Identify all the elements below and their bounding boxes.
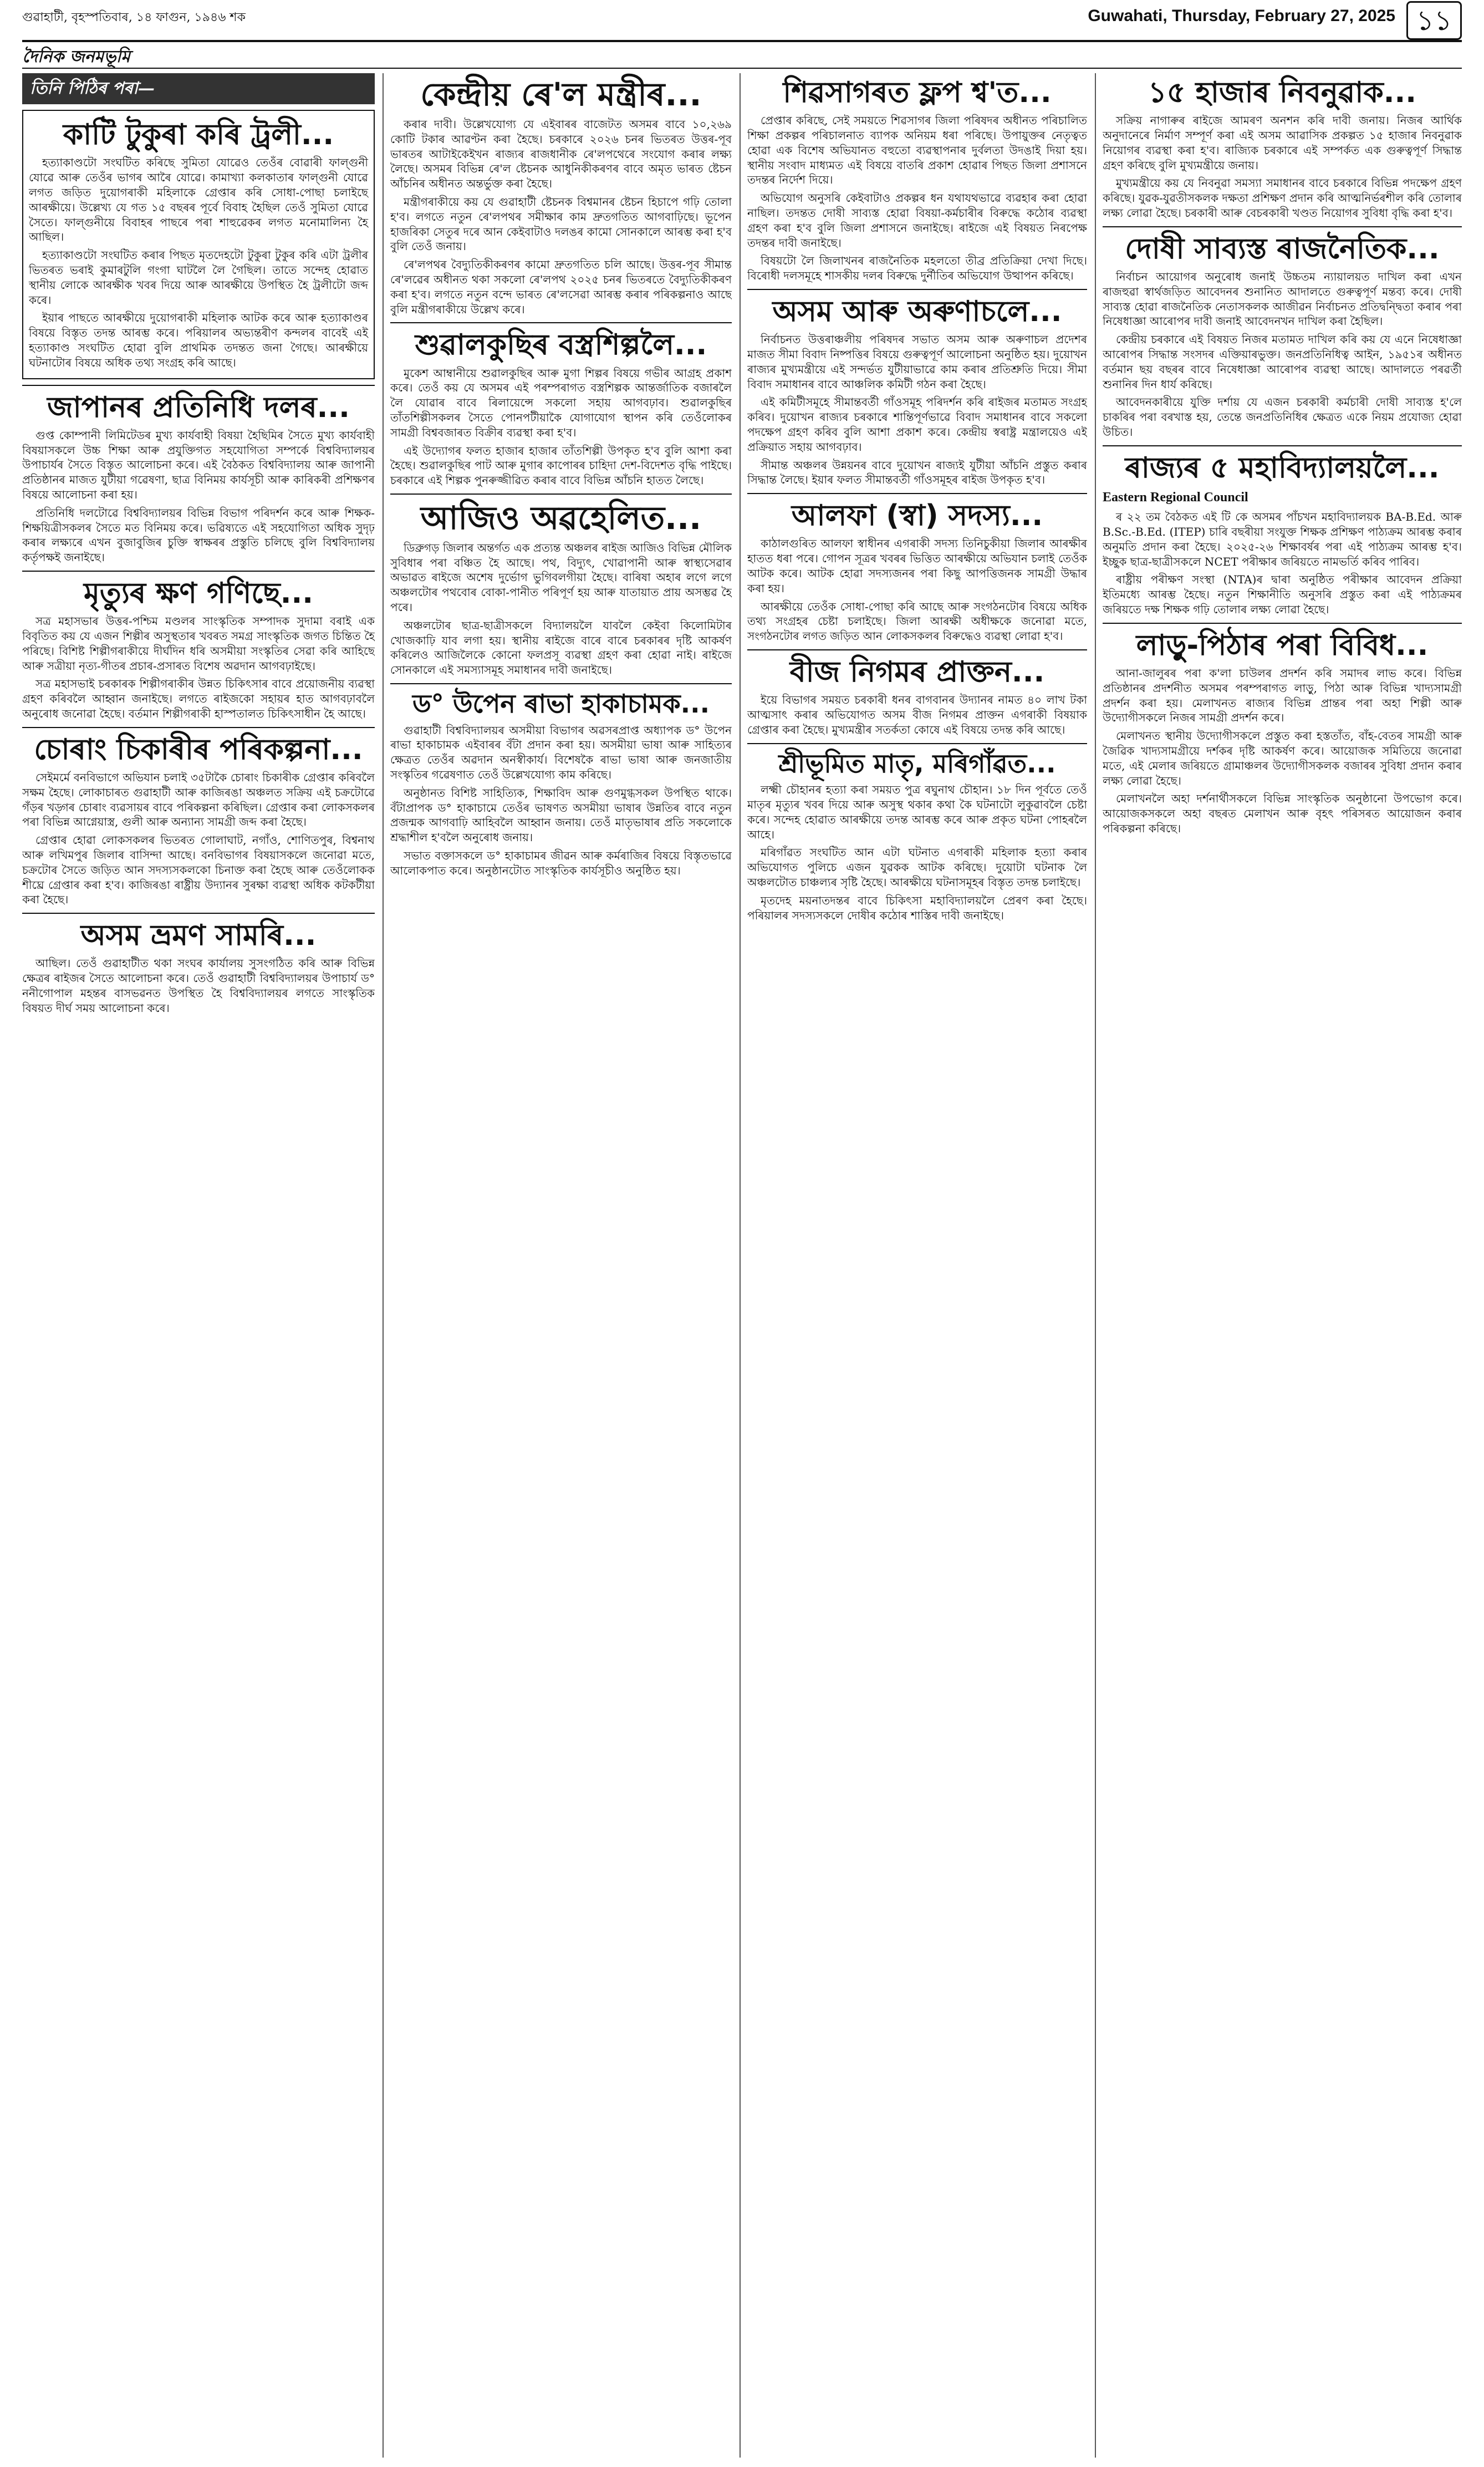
paragraph: মন্ত্ৰীগৰাকীয়ে কয় যে গুৱাহাটী ষ্টেচনক বিশ্বমানৰ ষ্টেচন হিচাপে গঢ়ি তোলা হ'ব। লগতে নতুন ৰে'লপথৰ সমীক্ষাৰ কাম দ্ৰুতগতিত আগবাঢ়িছে। ভূপেন হাজৰিকা সেতুৰ দৰে আন কেইবাটাও দলঙৰ কামো সোনকালে আৰম্ভ কৰা হ'ব বুলি তেওঁ জনায়। [390, 195, 732, 253]
paragraph: মৃতদেহ ময়নাতদন্তৰ বাবে চিকিৎসা মহাবিদ্যালয়লৈ প্ৰেৰণ কৰা হৈছে। পৰিয়ালৰ সদস্যসকলে দোষীৰ কঠোৰ শাস্তিৰ দাবী জনাইছে। [747, 893, 1087, 922]
paragraph: ৰে'লপথৰ বৈদ্যুতিকীকৰণৰ কামো দ্ৰুতগতিত চলি আছে। উত্তৰ-পূব সীমান্ত ৰে'লৱেৰ অধীনত থকা সকলো ৰে'লপথ ২০২৫ চনৰ ভিতৰতে বৈদ্যুতিকীকৰণ কৰা হ'ব। লগতে নতুন বন্দে ভাৰত ৰে'লসেৱা আৰম্ভ কৰাৰ পৰিকল্পনাও আছে বুলি মন্ত্ৰীগৰাকীয়ে উল্লেখ কৰে। [390, 258, 732, 316]
paragraph: হত্যাকাণ্ডটো সংঘটিত কৰাৰ পিছত মৃতদেহটো টুকুৰা টুকুৰ কৰি এটা ট্ৰলীৰ ভিতৰত ভৰাই কুমাৰটুলি গংগা ঘাটলৈ লৈ গৈছিল। তাতে সন্দেহ হোৱাত স্থানীয় লোকে আৰক্ষীক খবৰ দিয়ে আৰু আৰক্ষীয়ে উপস্থিত হৈ ট্ৰলীটো জব্দ কৰে। [29, 248, 368, 307]
paragraph: মেলাখনলৈ অহা দৰ্শনাৰ্থীসকলে বিভিন্ন সাংস্কৃতিক অনুষ্ঠানো উপভোগ কৰে। আয়োজকসকলে অহা বছৰত মেলাখন আৰু বৃহৎ পৰিসৰত আয়োজন কৰাৰ পৰিকল্পনা কৰিছে। [1103, 792, 1462, 835]
paragraph: আৰক্ষীয়ে তেওঁক সোধা-পোছা কৰি আছে আৰু সংগঠনটোৰ বিষয়ে অধিক তথ্য সংগ্ৰহৰ চেষ্টা চলাইছে। জিলা আৰক্ষী অধীক্ষকে জনোৱা মতে, সংগঠনটোৰ লগত জড়িত আন লোকসকলৰ বিৰুদ্ধেও ব্যৱস্থা লোৱা হ'ব। [747, 599, 1087, 643]
left-dateline: গুৱাহাটী, বৃহস্পতিবাৰ, ১৪ ফাগুন, ১৯৪৬ শক [22, 11, 246, 24]
paragraph: কৰাৰ দাবী। উল্লেখযোগ্য যে এইবাৰৰ বাজেটত অসমৰ বাবে ১০,২৬৯ কোটি টকাৰ আৱণ্টন কৰা হৈছে। চৰকাৰে ২০২৬ চনৰ ভিতৰত উত্তৰ-পূব ভাৰতৰ আটাইকেইখন ৰাজ্যৰ ৰাজধানীক ৰে'লপথেৰে সংযোগ কৰাৰ লক্ষ্য লৈছে। অসমৰ বিভিন্ন ৰে'ল ষ্টেচনক আধুনিকীকৰণৰ বাবে অমৃত ভাৰত ষ্টেচন আঁচনিৰ অধীনত অন্তৰ্ভুক্ত কৰা হৈছে। [390, 117, 732, 191]
paragraph: ৰ ২২ তম বৈঠকত এই টি কে অসমৰ পাঁচখন মহাবিদ্যালয়ক BA-B.Ed. আৰু B.Sc.-B.Ed. (ITEP) চাৰি বছৰীয়া সংযুক্ত শিক্ষক প্ৰশিক্ষণ পাঠ্যক্ৰম আৰম্ভ কৰাৰ অনুমতি প্ৰদান কৰা হৈছে। ২০২৫-২৬ শিক্ষাবৰ্ষৰ পৰা এই পাঠ্যক্ৰম আৰম্ভ হ'ব। ইচ্ছুক ছাত্ৰ-ছাত্ৰীসকলে NCET পৰীক্ষাৰ জৰিয়তে নামভৰ্তি কৰিব পাৰিব। [1103, 510, 1462, 568]
paragraph: ইয়াৰ পাছতে আৰক্ষীয়ে দুয়োগৰাকী মহিলাক আটক কৰে আৰু হত্যাকাণ্ডৰ বিষয়ে বিস্তৃত তদন্ত আৰম্ভ কৰে। পৰিয়ালৰ অভ্যন্তৰীণ কন্দলৰ বাবেই এই হত্যাকাণ্ড সংঘটিত হোৱা বুলি প্ৰাথমিক তদন্তত জনা গৈছে। আৰক্ষীয়ে ঘটনাটোৰ বিষয়ে অধিক তথ্য সংগ্ৰহ কৰি আছে। [29, 311, 368, 369]
headline: অসম আৰু অৰুণাচলে... [772, 295, 1062, 328]
paragraph: সভাত বক্তাসকলে ড° হাকাচামৰ জীৱন আৰু কৰ্মৰাজিৰ বিষয়ে বিস্তৃতভাৱে আলোকপাত কৰে। অনুষ্ঠানটোত সাংস্কৃতিক কাৰ্যসূচীও অনুষ্ঠিত হয়। [390, 848, 732, 877]
paragraph: ডিব্ৰুগড় জিলাৰ অন্তৰ্গত এক প্ৰত্যন্ত অঞ্চলৰ ৰাইজ আজিও বিভিন্ন মৌলিক সুবিধাৰ পৰা বঞ্চিত হৈ আছে। পথ, বিদ্যুৎ, খোৱাপানী আৰু স্বাস্থ্যসেৱাৰ অভাৱত ৰাইজে অশেষ দুৰ্ভোগ ভুগিবলগীয়া হৈছে। বাৰিষা অহাৰ লগে লগে অঞ্চলটোৰ পথবোৰ বোকা-পানীত পৰিপূৰ্ণ হয় আৰু যাতায়াত প্ৰায় অসম্ভৱ হৈ পৰে। [390, 541, 732, 614]
paragraph: গুপ্ত কোম্পানী লিমিটেডৰ মুখ্য কাৰ্যবাহী বিষয়া হৈছিমিৰ সৈতে মুখ্য কাৰ্যবাহী বিষয়াসকলে উচ্চ শিক্ষা আৰু প্ৰযুক্তিগত সহযোগিতা সম্পৰ্কে বিশ্ববিদ্যালয়ৰ উপাচাৰ্যৰ সৈতে বিস্তৃত আলোচনা কৰে। এই বৈঠকত বিশ্ববিদ্যালয় আৰু জাপানী প্ৰতিষ্ঠানৰ মাজত যুটীয়া গৱেষণা, ছাত্ৰ বিনিময় কাৰ্যসূচী আৰু কাৰিকৰী প্ৰশিক্ষণৰ বিষয়ে আলোচনা কৰা হয়। [22, 428, 375, 501]
headline: লাড়ু-পিঠাৰ পৰা বিবিধ... [1136, 628, 1429, 662]
paragraph: মেলাখনত স্থানীয় উদ্যোগীসকলে প্ৰস্তুত কৰা হস্ততাঁত, বাঁহ-বেতৰ সামগ্ৰী আৰু জৈৱিক খাদ্যসামগ্ৰীয়ে দৰ্শকৰ দৃষ্টি আকৰ্ষণ কৰে। আয়োজক সমিতিয়ে জনোৱা মতে, এই মেলাৰ জৰিয়তে গ্ৰামাঞ্চলৰ উদ্যোগীসকলক বজাৰৰ সুবিধা প্ৰদান কৰাৰ লক্ষ্য লোৱা হৈছে। [1103, 729, 1462, 787]
headline: জাপানৰ প্ৰতিনিধি দলৰ... [47, 390, 350, 424]
paragraph: কাঠালগুৰিত আলফা স্বাধীনৰ এগৰাকী সদস্য তিনিচুকীয়া জিলাৰ আৰক্ষীৰ হাতত ধৰা পৰে। গোপন সূত্ৰৰ খবৰৰ ভিত্তিত আৰক্ষীয়ে অভিযান চলাই তেওঁক আটক কৰে। আটক হোৱা সদস্যজনৰ পৰা কিছু আপত্তিজনক সামগ্ৰী উদ্ধাৰ কৰা হয়। [747, 537, 1087, 595]
paragraph: গুৱাহাটী বিশ্ববিদ্যালয়ৰ অসমীয়া বিভাগৰ অৱসৰপ্ৰাপ্ত অধ্যাপক ড° উপেন ৰাভা হাকাচামক এইবাৰৰ বঁটা প্ৰদান কৰা হয়। অসমীয়া ভাষা আৰু সাহিত্যৰ ক্ষেত্ৰত তেওঁৰ অৱদান অনস্বীকাৰ্য। বিশেষকৈ ৰাভা ভাষা আৰু জনজাতীয় সংস্কৃতিৰ গৱেষণাত তেওঁ উল্লেখযোগ্য কাম কৰিছে। [390, 723, 732, 781]
header-rule [22, 40, 1462, 42]
headline: ১৫ হাজাৰ নিবনুৱাক... [1148, 76, 1416, 109]
column-4 [1103, 73, 1462, 2458]
headline: ড° উপেন ৰাভা হাকাচামক... [412, 689, 710, 719]
headline: শুৱালকুছিৰ বস্ত্ৰশিল্পলৈ... [415, 328, 707, 362]
english-phrase: Eastern Regional Council [1103, 490, 1248, 505]
paragraph: লক্ষ্মী চৌহানৰ হত্যা কৰা সময়ত পুত্ৰ ৰঘুনাথ চৌহান। ১৮ দিন পূৰ্বতে তেওঁ মাতৃৰ মৃত্যুৰ খবৰ দিয়ে আৰু অসুস্থ থকাৰ কথা কৈ ঘটনাটো লুকুৱাবলৈ চেষ্টা কৰে। সন্দেহ হোৱাত আৰক্ষীয়ে তদন্ত আৰম্ভ কৰে আৰু প্ৰকৃত ঘটনা পোহৰলৈ আহে। [747, 783, 1087, 841]
column-divider [383, 73, 384, 2458]
column-2 [390, 73, 732, 2458]
paragraph: মৰিগাঁৱত সংঘটিত আন এটা ঘটনাত এগৰাকী মহিলাক হত্যা কৰাৰ অভিযোগত পুলিচে এজন যুৱকক আটক কৰিছে। দুয়োটা ঘটনাক লৈ অঞ্চলটোত চাঞ্চল্যৰ সৃষ্টি হৈছে। আৰক্ষীয়ে ঘটনাসমূহৰ বিস্তৃত তদন্ত চলাইছে। [747, 846, 1087, 889]
paragraph: ইয়ে বিভাগৰ সময়ত চৰকাৰী ধনৰ বাগবানৰ উদ্যানৰ নামত ৪০ লাখ টকা আত্মসাৎ কৰাৰ অভিযোগত অসম বীজ নিগমৰ প্ৰাক্তন এগৰাকী বিষয়াক গ্ৰেপ্তাৰ কৰা হৈছে। মুখ্যমন্ত্ৰীৰ সতৰ্কতা কোষে এই বিষয়ে তদন্ত কৰি আছে। [747, 693, 1087, 736]
headline: আজিও অৱহেলিত... [420, 499, 702, 537]
paragraph: মুখ্যমন্ত্ৰীয়ে কয় যে নিবনুৱা সমস্যা সমাধানৰ বাবে চৰকাৰে বিভিন্ন পদক্ষেপ গ্ৰহণ কৰিছে। যুৱক-যুৱতীসকলক দক্ষতা প্ৰশিক্ষণ প্ৰদান কৰি আত্মনিৰ্ভৰশীল কৰি তোলাৰ লক্ষ্য লোৱা হৈছে। চৰকাৰী আৰু বেচৰকাৰী খণ্ডত নিয়োগৰ সুবিধা বৃদ্ধি কৰা হ'ব। [1103, 176, 1462, 220]
paragraph: আবেদনকাৰীয়ে যুক্তি দৰ্শায় যে এজন চৰকাৰী কৰ্মচাৰী দোষী সাব্যস্ত হ'লে চাকৰিৰ পৰা বৰখাস্ত হয়, তেন্তে জনপ্ৰতিনিধিৰ ক্ষেত্ৰত একে নিয়ম প্ৰযোজ্য হোৱা উচিত। [1103, 395, 1462, 439]
paragraph: বিষয়টো লৈ জিলাখনৰ ৰাজনৈতিক মহলতো তীব্ৰ প্ৰতিক্ৰিয়া দেখা দিছে। বিৰোধী দলসমূহে শাসকীয় দলৰ বিৰুদ্ধে দুৰ্নীতিৰ অভিযোগ উত্থাপন কৰিছে। [747, 254, 1087, 283]
paragraph: সত্ৰ মহাসভাৰ উত্তৰ-পশ্চিম মণ্ডলৰ সাংস্কৃতিক সম্পাদক সুদামা বৰাই এক বিবৃতিত কয় যে এজন শিল্পীৰ অসুস্থতাৰ খবৰত সমগ্ৰ সাংস্কৃতিক জগত চিন্তিত হৈ পৰিছে। বিশিষ্ট শিল্পীগৰাকীয়ে দীৰ্ঘদিন ধৰি অসমীয়া সংস্কৃতিৰ সেৱা কৰি আহিছে আৰু সত্ৰীয়া নৃত্য-গীতৰ প্ৰচাৰ-প্ৰসাৰত বিশেষ অৱদান আগবঢ়াইছে। [22, 614, 375, 673]
paragraph: নিৰ্বাচনত উত্তৰাঞ্চলীয় পৰিষদৰ সভাত অসম আৰু অৰুণাচল প্ৰদেশৰ মাজত সীমা বিবাদ নিষ্পত্তিৰ বিষয়ে গুৰুত্বপূৰ্ণ আলোচনা অনুষ্ঠিত হয়। দুয়োখন ৰাজ্যৰ মুখ্যমন্ত্ৰীয়ে এই সন্দৰ্ভত যুটীয়াভাৱে কাম কৰাৰ প্ৰতিশ্ৰুতি দিয়ে। সীমা বিবাদ সমাধানৰ বাবে আঞ্চলিক কমিটী গঠন কৰা হৈছে। [747, 333, 1087, 391]
column-3 [747, 73, 1087, 2458]
paragraph: গ্ৰেপ্তাৰ হোৱা লোকসকলৰ ভিতৰত গোলাঘাট, নগাঁও, শোণিতপুৰ, বিশ্বনাথ আৰু লখিমপুৰ জিলাৰ বাসিন্দা আছে। বনবিভাগৰ বিষয়াসকলে জনোৱা মতে, চক্ৰটোৰ সৈতে জড়িত আন সদস্যসকলকো চিনাক্ত কৰা হৈছে আৰু তেওঁলোকক শীঘ্ৰে গ্ৰেপ্তাৰ কৰা হ'ব। কাজিৰঙা ৰাষ্ট্ৰীয় উদ্যানৰ সুৰক্ষা ব্যৱস্থা অধিক কটকটীয়া কৰা হৈছে। [22, 833, 375, 907]
paragraph: আনা-জালুৰৰ পৰা ক'লা চাউলৰ প্ৰদৰ্শন কৰি সমাদৰ লাভ কৰে। বিভিন্ন প্ৰতিষ্ঠানৰ প্ৰদৰ্শনীত অসমৰ পৰম্পৰাগত লাড়ু, পিঠা আৰু বিভিন্ন খাদ্যসামগ্ৰী প্ৰদৰ্শন কৰা হয়। মেলাখনত ৰাজ্যৰ বিভিন্ন প্ৰান্তৰ পৰা অহা শিল্পী আৰু উদ্যোগীসকলে নিজৰ সামগ্ৰী প্ৰদৰ্শন কৰে। [1103, 667, 1462, 725]
paragraph: অভিযোগ অনুসৰি কেইবাটাও প্ৰকল্পৰ ধন যথাযথভাৱে ব্যৱহাৰ কৰা হোৱা নাছিল। তদন্তত দোষী সাব্যস্ত হোৱা বিষয়া-কৰ্মচাৰীৰ বিৰুদ্ধে কঠোৰ ব্যৱস্থা গ্ৰহণ কৰা হ'ব বুলি জিলা প্ৰশাসনে জনাইছে। ৰাইজে এই বিষয়ত নিৰপেক্ষ তদন্তৰ দাবী জনাইছে। [747, 191, 1087, 250]
right-dateline: Guwahati, Thursday, February 27, 2025 [1088, 7, 1395, 25]
paragraph: কেন্দ্ৰীয় চৰকাৰে এই বিষয়ত নিজৰ মতামত দাখিল কৰি কয় যে এনে নিষেধাজ্ঞা আৰোপৰ সিদ্ধান্ত সংসদৰ এক্তিয়াৰভুক্ত। জনপ্ৰতিনিধিত্ব আইন, ১৯৫১ৰ অধীনত বৰ্তমান ছয় বছৰৰ বাবে নিষেধাজ্ঞা আৰোপৰ ব্যৱস্থা আছে। আদালতে পৰৱৰ্তী শুনানিৰ দিন ধাৰ্য কৰিছে। [1103, 333, 1462, 391]
paragraph: আছিল। তেওঁ গুৱাহাটীত থকা সংঘৰ কাৰ্যালয় সুসংগঠিত কৰি আৰু বিভিন্ন ক্ষেত্ৰৰ ৰাইজৰ সৈতে আলোচনা কৰে। তেওঁ গুৱাহাটী বিশ্ববিদ্যালয়ৰ উপাচাৰ্য ড° ননীগোপাল মহন্তৰ বাসভৱনত উপস্থিত হৈ বিশ্ববিদ্যালয়ৰ লগতে সাংস্কৃতিক বিষয়ত দীৰ্ঘ সময় আলোচনা কৰে। [22, 957, 375, 1015]
story-box [22, 110, 375, 379]
paragraph: সীমান্ত অঞ্চলৰ উন্নয়নৰ বাবে দুয়োখন ৰাজ্যই যুটীয়া আঁচনি প্ৰস্তুত কৰাৰ সিদ্ধান্ত লৈছে। ইয়াৰ ফলত সীমান্তবৰ্তী গাঁওসমূহৰ ৰাইজ উপকৃত হ'ব। [747, 458, 1087, 487]
column-1 [22, 73, 375, 2458]
headline: মৃত্যুৰ ক্ষণ গণিছে... [83, 576, 314, 610]
paragraph: অঞ্চলটোৰ ছাত্ৰ-ছাত্ৰীসকলে বিদ্যালয়লৈ যাবলৈ কেইবা কিলোমিটাৰ খোজকাঢ়ি যাব লগা হয়। স্থানীয় ৰাইজে বাৰে বাৰে চৰকাৰৰ দৃষ্টি আকৰ্ষণ কৰিলেও আজিলৈকে কোনো ফলপ্ৰসূ ব্যৱস্থা গ্ৰহণ কৰা হোৱা নাই। ৰাইজে সোনকালে এই সমস্যাসমূহ সমাধানৰ দাবী জনাইছে। [390, 618, 732, 677]
brand-rule [22, 68, 1462, 69]
column-divider [1095, 73, 1096, 2458]
paragraph: ৰাষ্ট্ৰীয় পৰীক্ষণ সংস্থা (NTA)ৰ দ্বাৰা অনুষ্ঠিত পৰীক্ষাৰ আবেদন প্ৰক্ৰিয়া ইতিমধ্যে আৰম্ভ হৈছে। নতুন শিক্ষানীতি অনুসৰি প্ৰস্তুত কৰা এই পাঠ্যক্ৰমৰ জৰিয়তে দক্ষ শিক্ষক গঢ়ি তোলাৰ লক্ষ্য লোৱা হৈছে। [1103, 573, 1462, 616]
paragraph: এই কমিটীসমূহে সীমান্তবৰ্তী গাঁওসমূহ পৰিদৰ্শন কৰি ৰাইজৰ মতামত সংগ্ৰহ কৰিব। দুয়োখন ৰাজ্যৰ চৰকাৰে শান্তিপূৰ্ণভাৱে বিবাদ সমাধানৰ বাবে সকলো পদক্ষেপ গ্ৰহণ কৰিব বুলি আশা প্ৰকাশ কৰে। কেন্দ্ৰীয় স্বৰাষ্ট্ৰ মন্ত্ৰালয়েও এই প্ৰক্ৰিয়াত সহায় আগবঢ়াব। [747, 395, 1087, 454]
headline: অসম ভ্ৰমণ সামৰি... [80, 919, 317, 953]
paragraph: সক্ৰিয় নাগাৰুৰ ৰাইজে আমৰণ অনশন কৰি দাবী জনায়। নিজৰ আৰ্থিক অনুদানেৰে নিৰ্মাণ সম্পূৰ্ণ কৰা এই অসম আৱাসিক প্ৰকল্পত ১৫ হাজাৰ নিবনুৱাক নিয়োগৰ ব্যৱস্থা কৰা হ'ব। ৰাজ্যিক চৰকাৰে এই সম্পৰ্কত এক গুৰুত্বপূৰ্ণ সিদ্ধান্ত গ্ৰহণ কৰিছে বুলি মুখ্যমন্ত্ৰীয়ে জনায়। [1103, 114, 1462, 172]
paragraph: সত্ৰ মহাসভাই চৰকাৰক শিল্পীগৰাকীৰ উন্নত চিকিৎসাৰ বাবে প্ৰয়োজনীয় ব্যৱস্থা গ্ৰহণ কৰিবলৈ আহ্বান জনাইছে। লগতে ৰাইজকো সহায়ৰ হাত আগবঢ়াবলৈ অনুৰোধ জনোৱা হৈছে। বৰ্তমান শিল্পীগৰাকী হাস্পতালত চিকিৎসাধীন হৈ আছে। [22, 677, 375, 720]
page-number: ১১ [1406, 1, 1462, 40]
paragraph: প্ৰেপ্তাৰ কৰিছে, সেই সময়তে শিৱসাগৰ জিলা পৰিষদৰ অধীনত পৰিচালিত শিক্ষা প্ৰকল্পৰ পৰিচালনাত ব্যাপক অনিয়ম ধৰা পৰিছে। উপায়ুক্তৰ নেতৃত্বত হোৱা এক বিশেষ অভিযানত বহুতো ব্যৱস্থাপনাৰ দুৰ্বলতা উদঙাই দিয়া হয়। স্থানীয় সংবাদ মাধ্যমত এই বিষয়ে বাতৰি প্ৰকাশ হোৱাৰ পিছত জিলা প্ৰশাসনে তদন্তৰ নিৰ্দেশ দিয়ে। [747, 114, 1087, 187]
headline: ৰাজ্যৰ ৫ মহাবিদ্যালয়লৈ... [1125, 451, 1440, 485]
paragraph: সেইমৰ্মে বনবিভাগে অভিযান চলাই ৩৫টাকৈ চোৰাং চিকাৰীক গ্ৰেপ্তাৰ কৰিবলৈ সক্ষম হৈছে। লোকাচাৰত গুৱাহাটী আৰু কাজিৰঙা অঞ্চলত সক্ৰিয় এই চক্ৰটোৱে গঁড়ৰ খড়্গৰ চোৰাং ব্যৱসায়ৰ বাবে পৰিকল্পনা কৰিছিল। গ্ৰেপ্তাৰ কৰা লোকসকলৰ পৰা বিভিন্ন আগ্নেয়াস্ত্ৰ, গুলী আৰু অন্যান্য সামগ্ৰী জব্দ কৰা হৈছে। [22, 771, 375, 829]
headline: চোৰাং চিকাৰীৰ পৰিকল্পনা... [34, 733, 363, 766]
paragraph: অনুষ্ঠানত বিশিষ্ট সাহিত্যিক, শিক্ষাবিদ আৰু গুণমুগ্ধসকল উপস্থিত থাকে। বঁটাপ্ৰাপক ড° হাকাচামে তেওঁৰ ভাষণত অসমীয়া ভাষাৰ উন্নতিৰ বাবে নতুন প্ৰজন্মক আগবাঢ়ি আহিবলৈ আহ্বান জনায়। তেওঁ মাতৃভাষাৰ প্ৰতি সকলোকে শ্ৰদ্ধাশীল হ'বলৈ অনুৰোধ জনায়। [390, 786, 732, 845]
newspaper-brand: দৈনিক জনমভূমি [22, 47, 130, 67]
paragraph: এই উদ্যোগৰ ফলত হাজাৰ হাজাৰ তাঁতশিল্পী উপকৃত হ'ব বুলি আশা কৰা হৈছে। শুৱালকুছিৰ পাট আৰু মুগাৰ কাপোৰৰ চাহিদা দেশ-বিদেশত বৃদ্ধি পাইছে। চৰকাৰে এই শিল্পক পুনৰুজ্জীৱিত কৰাৰ বাবে বিভিন্ন আঁচনি হাতত লৈছে। [390, 444, 732, 487]
headline: বীজ নিগমৰ প্ৰাক্তন... [789, 655, 1045, 689]
headline: কেন্দ্ৰীয় ৰে'ল মন্ত্ৰীৰ... [420, 75, 702, 113]
paragraph: মুকেশ আম্বানীয়ে শুৱালকুছিৰ আৰু মুগা শিল্পৰ বিষয়ে গভীৰ আগ্ৰহ প্ৰকাশ কৰে। তেওঁ কয় যে অসমৰ এই পৰম্পৰাগত বস্ত্ৰশিল্পক আন্তৰ্জাতিক বজাৰলৈ লৈ যোৱাৰ বাবে ৰিলায়েন্সে সকলো সহায় আগবঢ়াব। শুৱালকুছিৰ তাঁতশিল্পীসকলৰ সৈতে পোনপটীয়াকৈ যোগাযোগ স্থাপন কৰি তেওঁলোকৰ সামগ্ৰী বিশ্ববজাৰত বিক্ৰীৰ ব্যৱস্থা কৰা হ'ব। [390, 366, 732, 439]
headline: দোষী সাব্যস্ত ৰাজনৈতিক... [1125, 232, 1440, 266]
headline: শিৱসাগৰত ফ্লপ শ্ব'ত... [783, 76, 1052, 109]
paragraph: নিৰ্বাচন আয়োগৰ অনুৰোধ জনাই উচ্চতম ন্যায়ালয়ত দাখিল কৰা এখন ৰাজহুৱা স্বাৰ্থজড়িত আবেদনৰ শুনানিত আদালতে গুৰুত্বপূৰ্ণ মন্তব্য কৰে। দোষী সাব্যস্ত হোৱা ৰাজনৈতিক নেতাসকলক আজীৱন নিৰ্বাচনত প্ৰতিদ্বন্দ্বিতা কৰাৰ পৰা নিষেধাজ্ঞা আৰোপৰ দাবী জনাই আবেদনখন দাখিল কৰা হৈছিল। [1103, 270, 1462, 328]
paragraph: হত্যাকাণ্ডটো সংঘটিত কৰিছে সুমিতা যোৱেও তেওঁৰ বোৱাৰী ফাল্গুনী যোৱে আৰু তেওঁৰ ভাগৰ আৰৈ যোৱে। কামাখ্যা কলকাতাৰ ফাল্গুনী যোৱে লগত জড়িত দুয়োগৰাকী মহিলাকে গ্ৰেপ্তাৰ কৰি সোধা-পোছা চলাইছে আৰক্ষীয়ে। উল্লেখ্য যে গত ১৫ বছৰৰ পূৰ্বে বিবাহ হৈছিল তেওঁ সুমিতা যোৱে সৈতে। ফাল্গুনীয়ে বিবাহৰ পাছৰে পৰা শাহুৱেকৰ লগত মনোমালিন্য হৈ আছিল। [29, 156, 368, 244]
section-box: তিনি পিঠিৰ পৰা— [22, 73, 375, 104]
paragraph: প্ৰতিনিধি দলটোৱে বিশ্ববিদ্যালয়ৰ বিভিন্ন বিভাগ পৰিদৰ্শন কৰে আৰু শিক্ষক-শিক্ষয়িত্ৰীসকলৰ সৈতে মত বিনিময় কৰে। ভৱিষ্যতে এই সহযোগিতা অধিক সুদৃঢ় কৰাৰ লক্ষ্যৰে এখন বুজাবুজিৰ চুক্তি স্বাক্ষৰৰ প্ৰস্তুতি চলিছে বুলি বিশ্ববিদ্যালয় কৰ্তৃপক্ষই জনাইছে। [22, 506, 375, 564]
headline: শ্ৰীভূমিত মাতৃ, মৰিগাঁৱত... [778, 748, 1056, 779]
headline: কাটি টুকুৰা কৰি ট্ৰলী... [63, 118, 334, 152]
column-divider [740, 73, 741, 2458]
headline: আলফা (স্বা) সদস্য... [791, 499, 1043, 533]
